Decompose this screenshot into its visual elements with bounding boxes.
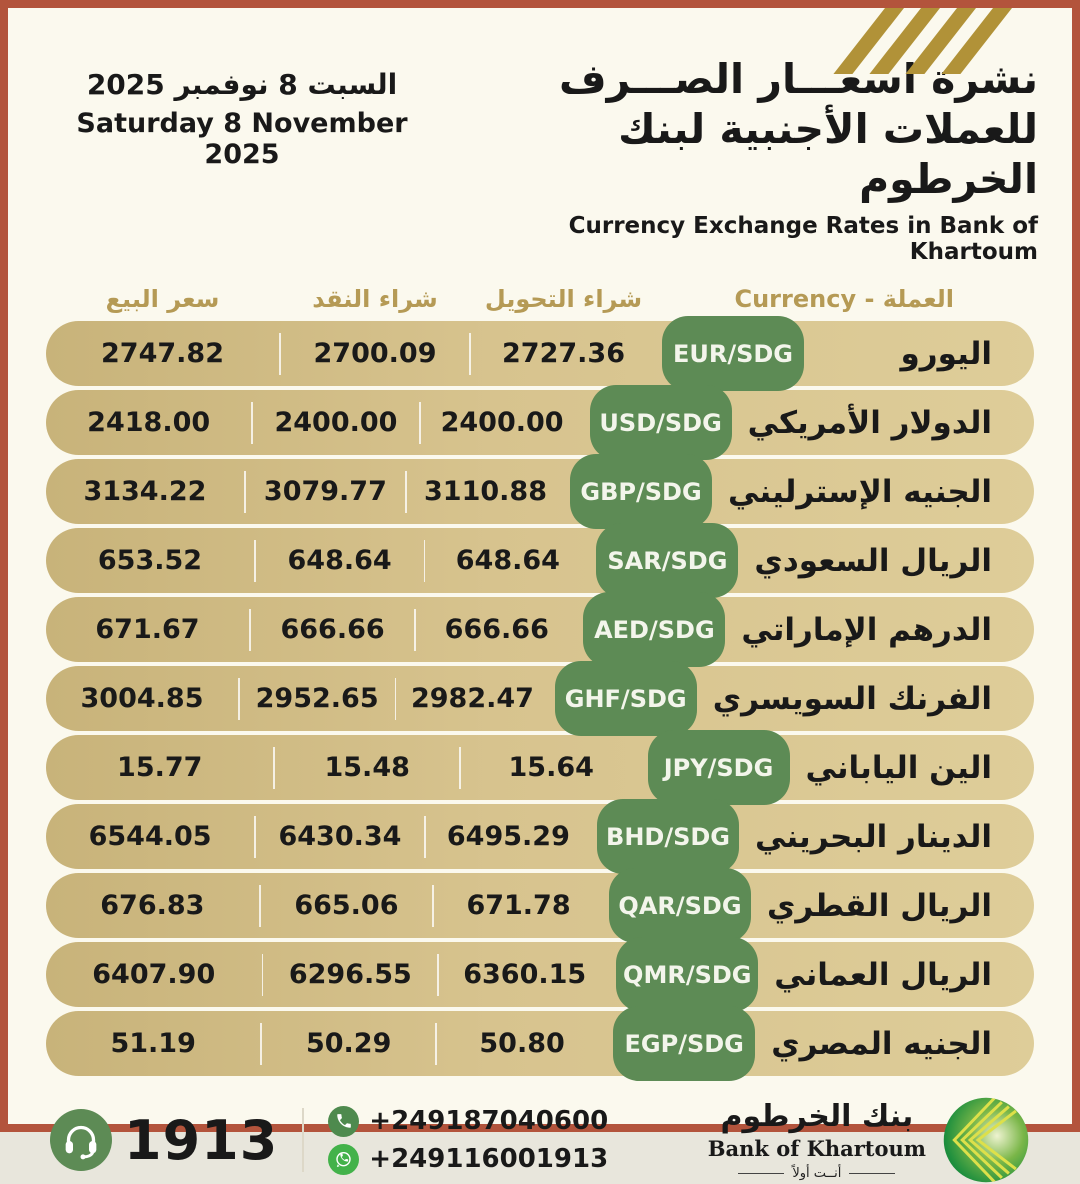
table-row <box>46 597 1034 662</box>
transfer-buy-price: 2982.47 <box>410 683 534 715</box>
column-header-transfer-buy: شراء التحويل <box>484 285 643 314</box>
transfer-buy-price: 3110.88 <box>424 476 547 508</box>
table-row <box>46 321 1034 386</box>
table-column-headers <box>46 285 1034 313</box>
cash-buy-price: 2700.09 <box>313 338 437 370</box>
table-row <box>46 735 1034 800</box>
phone-row <box>328 1106 608 1137</box>
sell-price: 15.77 <box>117 752 203 784</box>
transfer-buy-price: 648.64 <box>455 545 560 577</box>
tagline-line <box>738 1173 784 1174</box>
currency-pair-badge: QAR/SDG <box>609 868 751 943</box>
bank-name-arabic: بنك الخرطوم <box>720 1099 914 1135</box>
phone-number: +249187040600 <box>369 1106 609 1137</box>
currency-pair-badge: EGP/SDG <box>613 1006 755 1081</box>
cash-buy-price: 6430.34 <box>278 821 402 853</box>
column-header-cash-buy: شراء النقد <box>312 285 438 314</box>
hotline-number: 1913 <box>124 1108 279 1172</box>
currency-pair-badge: AED/SDG <box>583 592 725 667</box>
contact-block <box>50 1106 608 1175</box>
bank-name-english: Bank of Khartoum <box>707 1136 926 1162</box>
whatsapp-icon <box>328 1144 359 1175</box>
column-header-sell: سعر البيع <box>105 285 220 314</box>
transfer-buy-price: 2400.00 <box>440 407 564 439</box>
transfer-buy-price: 666.66 <box>444 614 549 646</box>
table-row <box>46 666 1034 731</box>
whatsapp-row <box>328 1144 608 1175</box>
transfer-buy-price: 15.64 <box>508 752 594 784</box>
whatsapp-number: +249116001913 <box>369 1144 609 1175</box>
tagline-text: أنــت أولاً <box>792 1166 842 1182</box>
sell-price: 6407.90 <box>92 959 216 991</box>
cash-buy-price: 665.06 <box>294 890 399 922</box>
table-row <box>46 1011 1034 1076</box>
transfer-buy-price: 671.78 <box>466 890 571 922</box>
currency-name: الجنيه الإسترليني <box>728 473 993 510</box>
currency-pair-badge: EUR/SDG <box>662 316 804 391</box>
column-header-currency: العملة - Currency <box>734 285 954 314</box>
sell-price: 2418.00 <box>87 407 211 439</box>
currency-name: الفرنك السويسري <box>712 680 992 717</box>
contact-divider <box>302 1108 304 1172</box>
date-english: Saturday 8 November 2025 <box>76 108 408 170</box>
currency-name: الجنيه المصري <box>771 1025 993 1062</box>
table-row <box>46 459 1034 524</box>
currency-pair-badge: GBP/SDG <box>570 454 712 529</box>
currency-pair-badge: USD/SDG <box>590 385 732 460</box>
sell-price: 671.67 <box>95 614 200 646</box>
bank-tagline <box>708 1166 926 1181</box>
currency-name: الدينار البحريني <box>755 818 992 855</box>
transfer-buy-price: 50.80 <box>479 1028 565 1060</box>
cash-buy-price: 6296.55 <box>288 959 412 991</box>
transfer-buy-price: 6495.29 <box>446 821 570 853</box>
title-arabic-line2: للعملات الأجنبية لبنك الخرطوم <box>618 105 1038 204</box>
bank-logo <box>708 1096 1030 1184</box>
currency-name: الين الياباني <box>805 749 992 786</box>
footer <box>50 1096 1030 1184</box>
cash-buy-price: 15.48 <box>324 752 410 784</box>
phone-numbers <box>328 1106 608 1175</box>
title-arabic-line1: نشرة اسعـــار الصـــرف <box>559 55 1038 103</box>
currency-name: الريال السعودي <box>754 542 992 579</box>
sell-price: 3004.85 <box>80 683 204 715</box>
table-row <box>46 528 1034 593</box>
currency-name: الريال القطري <box>767 887 992 924</box>
bank-logo-sphere <box>942 1096 1030 1184</box>
rates-table <box>46 321 1034 1076</box>
sell-price: 6544.05 <box>88 821 212 853</box>
phone-icon <box>328 1106 359 1137</box>
cash-buy-price: 666.66 <box>280 614 385 646</box>
sell-price: 3134.22 <box>83 476 207 508</box>
table-row <box>46 804 1034 869</box>
cash-buy-price: 648.64 <box>287 545 392 577</box>
date-block <box>42 8 442 265</box>
currency-pair-badge: GHF/SDG <box>555 661 697 736</box>
bank-logo-text <box>708 1099 926 1181</box>
sell-price: 653.52 <box>97 545 203 577</box>
date-arabic: السبت 8 نوفمبر 2025 <box>86 68 398 101</box>
currency-pair-badge: QMR/SDG <box>616 937 758 1012</box>
currency-name: الدولار الأمريكي <box>747 404 992 441</box>
currency-pair-badge: JPY/SDG <box>648 730 790 805</box>
gold-stripes-decoration <box>885 8 1012 74</box>
currency-pair-badge: SAR/SDG <box>596 523 738 598</box>
table-row <box>46 942 1034 1007</box>
table-row <box>46 873 1034 938</box>
currency-name: اليورو <box>900 335 992 372</box>
transfer-buy-price: 2727.36 <box>502 338 625 370</box>
currency-name: الدرهم الإماراتي <box>741 611 992 648</box>
currency-pair-badge: BHD/SDG <box>597 799 739 874</box>
transfer-buy-price: 6360.15 <box>463 959 587 991</box>
currency-name: الريال العماني <box>774 956 992 993</box>
tagline-line <box>849 1173 895 1174</box>
headset-icon <box>50 1109 112 1171</box>
cash-buy-price: 2952.65 <box>255 683 379 715</box>
cash-buy-price: 50.29 <box>305 1028 392 1060</box>
sell-price: 2747.82 <box>101 338 224 370</box>
sell-price: 51.19 <box>110 1028 196 1060</box>
sell-price: 676.83 <box>100 890 205 922</box>
title-english: Currency Exchange Rates in Bank of Khartoum <box>568 213 1038 266</box>
cash-buy-price: 3079.77 <box>263 476 387 508</box>
table-row <box>46 390 1034 455</box>
cash-buy-price: 2400.00 <box>274 407 398 439</box>
